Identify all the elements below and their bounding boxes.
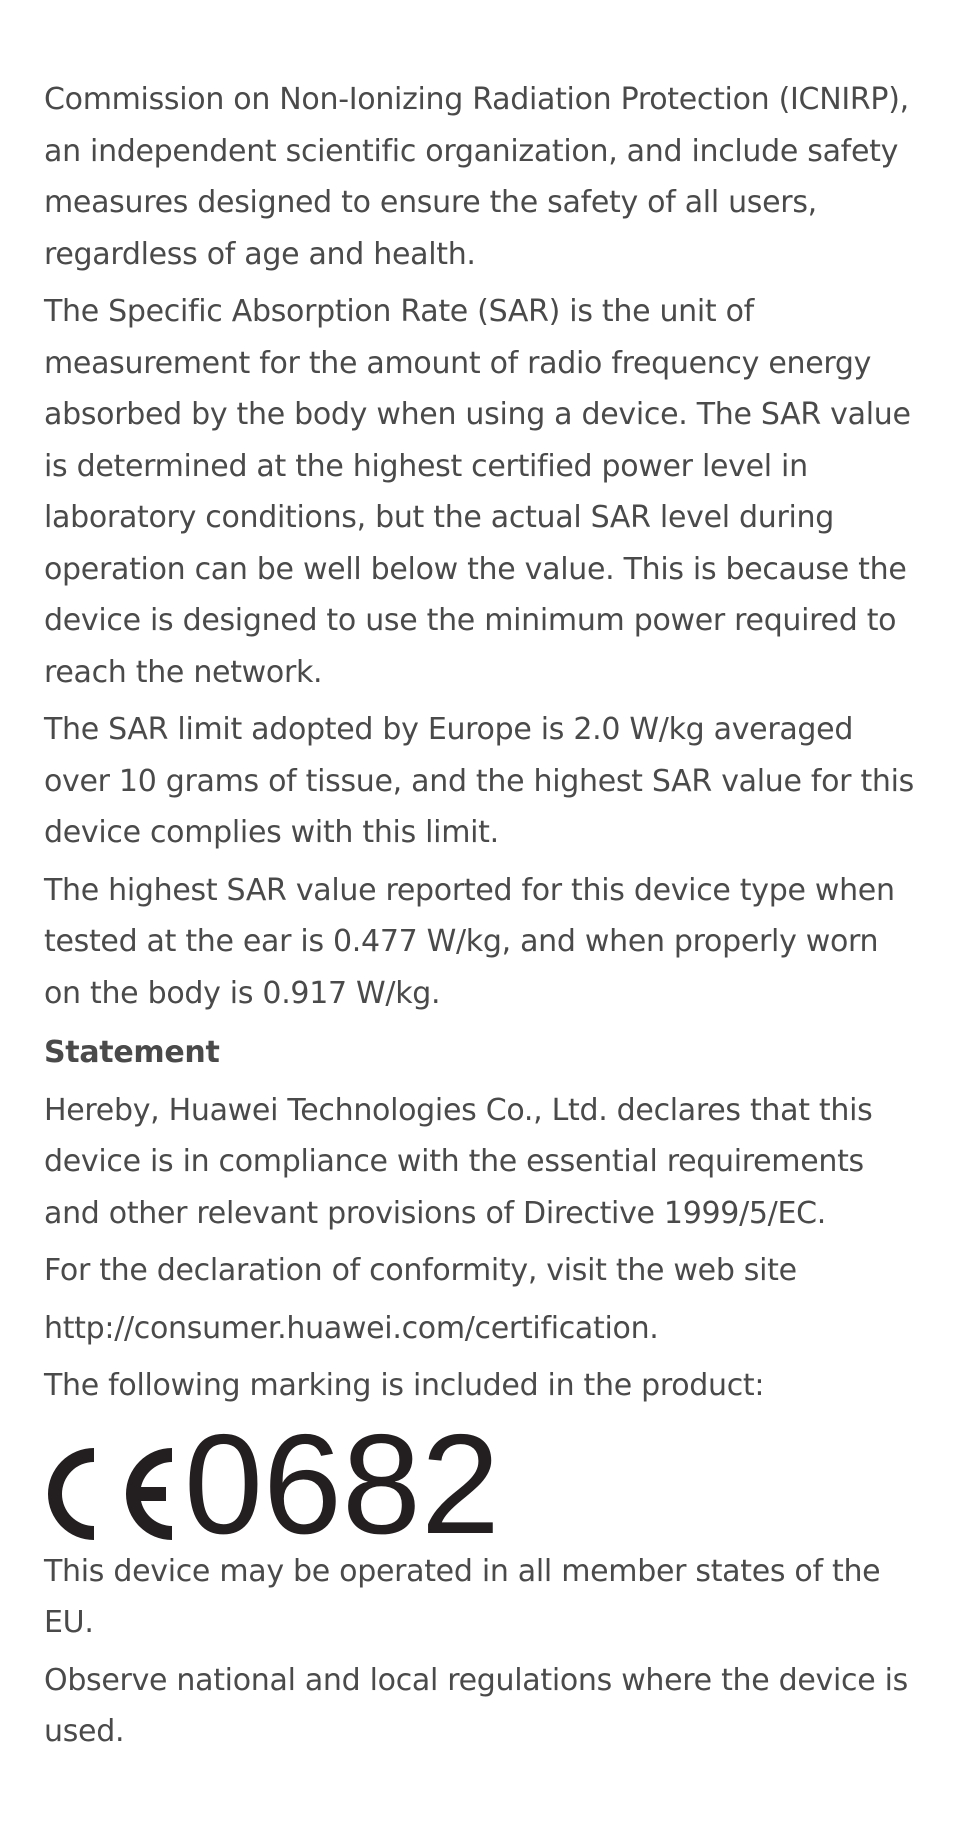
declaration-paragraph: Hereby, Huawei Technologies Co., Ltd. declares that this device is in compliance with the essential requirements and other relevant provisions of Directive 1999/5/EC. — [44, 1092, 873, 1231]
certification-url[interactable]: http://consumer.huawei.com/certification. — [44, 1310, 659, 1346]
document-page — [44, 74, 924, 1764]
sar-definition-paragraph: The Specific Absorption Rate (SAR) is the unit of measurement for the amount of radio frequency energy absorbed by the body when using a device. The SAR value is determined at the highest certified power level in laboratory conditions, but the actual SAR level during operation can be well below the value. This is because the device is designed to use the minimum power required to reach the network. — [44, 294, 911, 690]
statement-heading: Statement — [44, 1035, 220, 1070]
eu-operation-paragraph: This device may be operated in all member states of the EU. — [44, 1553, 881, 1640]
ce-logo-icon — [44, 1444, 176, 1544]
conformity-paragraph: For the declaration of conformity, visit the web site — [44, 1253, 797, 1288]
marking-intro-paragraph: The following marking is included in the product: — [44, 1368, 765, 1403]
sar-values-paragraph: The highest SAR value reported for this device type when tested at the ear is 0.477 W/kg, and when properly worn on the body is 0.917 W/kg. — [44, 872, 895, 1011]
regulations-paragraph: Observe national and local regulations where the device is used. — [44, 1662, 908, 1749]
ce-marking — [44, 1404, 924, 1564]
icnirp-paragraph: Commission on Non-Ionizing Radiation Protection (ICNIRP), an independent scientific organization, and include safety measures designed to ensure the safety of all users, regardless of age and health. — [44, 82, 909, 272]
notified-body-number: 0682 — [184, 1404, 500, 1564]
sar-limit-paragraph: The SAR limit adopted by Europe is 2.0 W/kg averaged over 10 grams of tissue, and the highest SAR value for this device complies with this limit. — [44, 712, 914, 850]
